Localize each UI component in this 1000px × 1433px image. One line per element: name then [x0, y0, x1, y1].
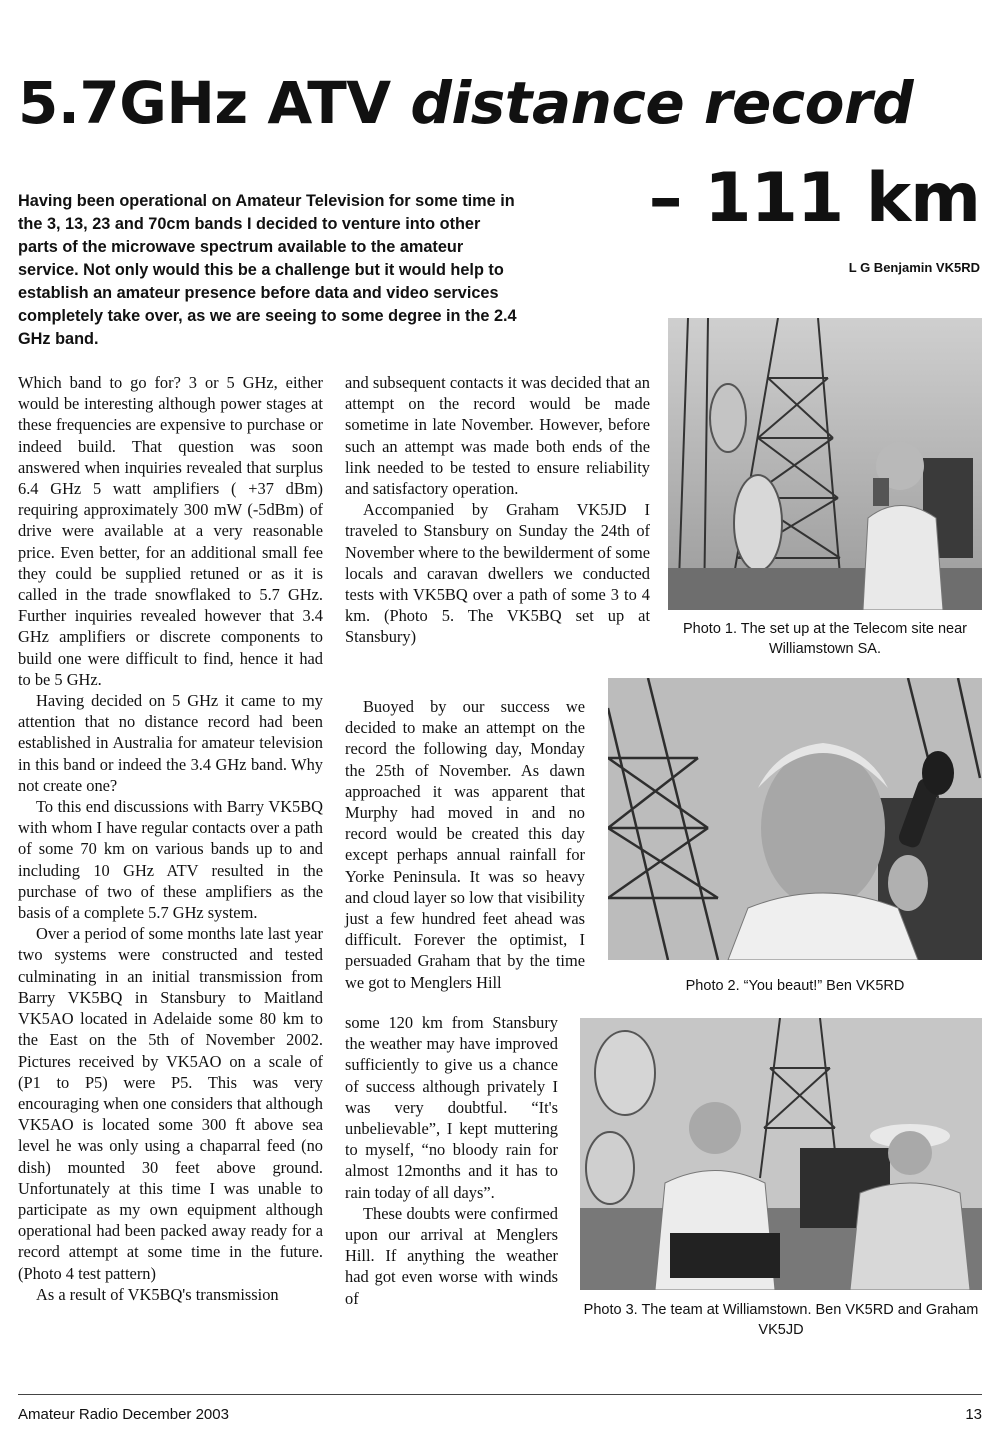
title-bold: 5.7GHz ATV	[18, 69, 411, 137]
photo-2-caption: Photo 2. “You beaut!” Ben VK5RD	[685, 978, 905, 994]
paragraph: Over a period of some months late last year two systems were constructed and tested culminating in an initial transmission from Barry VK5BQ in Stansbury to Maitland VK5AO located in Adelaide some 80 km to the East on the 5th of November 2002. Pictures received by VK5AO on a scale of (P1 to P5) were P5. This was very encouraging when one considers that although VK5AO is located some 300 ft above sea level he was only using a chaparral feed (no dish) mounted 30 feet above ground. Unfortunately at this time I was unable to participate as my own equipment although operational had been packed away ready for a record attempt at some time in the future. (Photo 4 test pattern)	[18, 924, 323, 1283]
paragraph: As a result of VK5BQ's transmission	[36, 1284, 279, 1304]
photo-1-caption: Photo 1. The set up at the Telecom site near Williamstown SA.	[682, 621, 967, 657]
photo-3-team-williamstown	[580, 1018, 982, 1290]
footer-rule	[18, 1394, 982, 1395]
paragraph: To this end discussions with Barry VK5BQ with whom I have regular contacts over a path of some 70 km on various bands up to and including 10 GHz ATV resulted in the purchase of two of these amplifiers as the basis of a complete 5.7 GHz system.	[18, 797, 323, 923]
paragraph: Accompanied by Graham VK5JD I traveled to Stansbury on Sunday the 24th of November where to the bewilderment of some locals and caravan dwellers we conducted tests with VK5BQ over a path of some 3 to 4 km. (Photo 5. The VK5BQ set up at Stansbury)	[345, 500, 650, 647]
paragraph: These doubts were confirmed upon our arrival at Menglers Hill. If anything the weather had got even worse with winds of	[345, 1203, 558, 1308]
paragraph: Having decided on 5 GHz it came to my attention that no distance record had been established in Australia for amateur television in this band or indeed the 3.4 GHz band. Why not create one?	[18, 691, 323, 795]
paragraph: some 120 km from Stansbury the weather may have improved sufficiently to give us a chance of success although privately I was very doubtful. “It's unbelievable”, I kept muttering to myself, “no bloody rain for almost 12months and it has to rain today of all days”.	[345, 1013, 558, 1202]
paragraph: Which band to go for? 3 or 5 GHz, either would be interesting although power stages at these frequencies are expensive to purchase or indeed build. That question was soon answered when inquiries revealed that surplus 6.4 GHz 5 watt amplifiers ( +37 dBm) requiring approximately 300 mW (-5dBm) of drive were available at a very reasonable price. Even better, for an additional small fee they could be supplied retuned or as it is called in the trade snowflaked to 5.7 GHz. Further inquiries revealed however that 3.4 GHz amplifiers or discrete components to build one were difficult to find, hence it had to be 5 GHz.	[18, 373, 323, 689]
body-column-1	[18, 372, 323, 1305]
author-byline: L G Benjamin VK5RD	[848, 260, 980, 275]
lead-paragraph: Having been operational on Amateur Television for some time in the 3, 13, 23 and 70cm bands I decided to venture into other parts of the microwave spectrum available to the amateur service. Not only would this be a challenge but it would help to establish an amateur presence before data and video services completely take over, as we are seeing to some degree in the 2.4 GHz band.	[18, 192, 517, 348]
paragraph: Buoyed by our success we decided to make an attempt on the record the following day, Monday the 25th of November. As dawn approached it was apparent that Murphy had moved in and no record would be created this day except perhaps annual rainfall for Yorke Peninsula. It was so heavy and cloud layer so low that visibility just a few hundred feet ahead was difficult. Forever the optimist, I persuaded Graham that by the time we got to Menglers Hill	[345, 697, 585, 992]
body-column-2-bottom	[345, 1012, 558, 1309]
page-number: 13	[965, 1406, 982, 1423]
photo-1-telecom-site	[668, 318, 982, 610]
article-subtitle: – 111 km	[648, 159, 980, 238]
photo-2-ben-vk5rd	[608, 678, 982, 960]
footer-publication: Amateur Radio December 2003	[18, 1406, 229, 1423]
photo-3-caption: Photo 3. The team at Williamstown. Ben VK5RD and Graham VK5JD	[583, 1302, 979, 1338]
paragraph: and subsequent contacts it was decided that an attempt on the record would be made sometime in late November. However, before such an attempt was made both ends of the link needed to be tested to ensure reliability and satisfactory operation.	[345, 373, 650, 499]
body-column-2-middle	[345, 696, 585, 993]
body-column-2-top	[345, 372, 650, 648]
article-title	[18, 68, 988, 138]
title-italic: distance record	[410, 69, 914, 137]
